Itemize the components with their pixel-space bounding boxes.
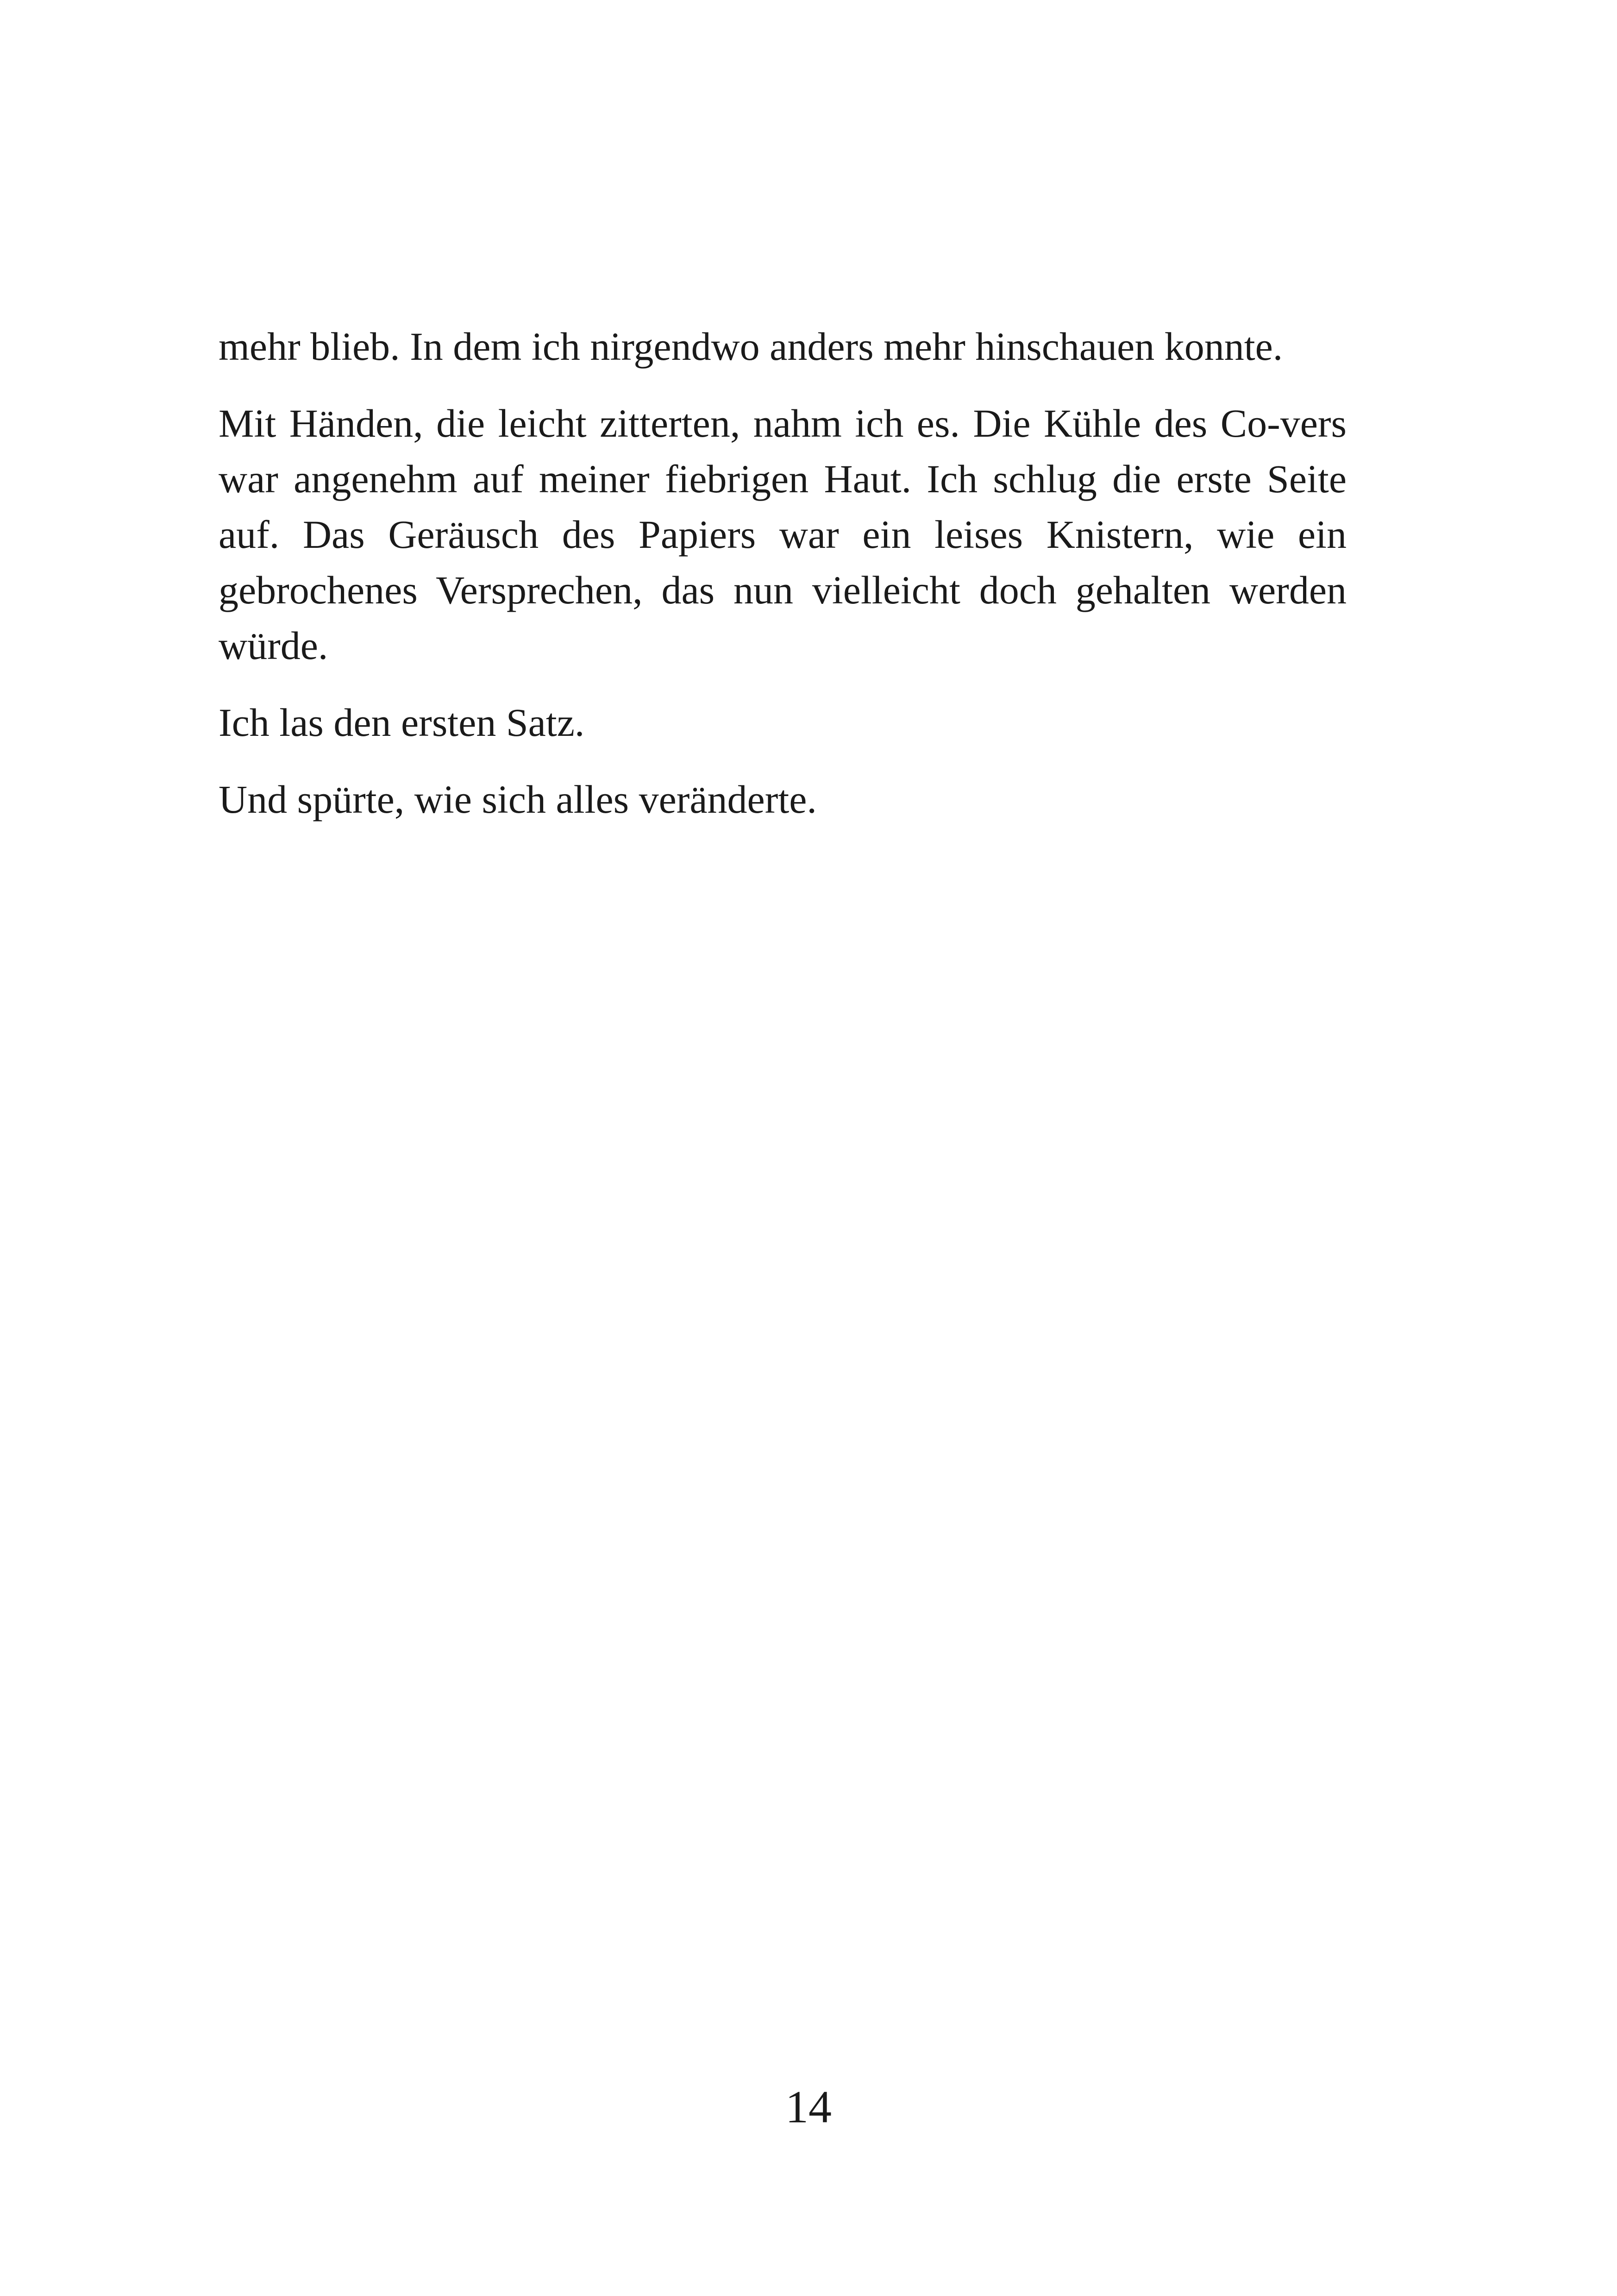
paragraph-4: Und spürte, wie sich alles veränderte. xyxy=(219,777,817,822)
paragraph-2: Mit Händen, die leicht zitterten, nahm ich es. Die Kühle des Co-vers war angenehm auf meiner fiebrigen Haut. Ich schlug die erste Seite auf. Das Geräusch des Papiers war ein leises Knistern, wie ein gebrochenes Versprechen, das nun vielleicht doch gehalten werden würde. xyxy=(219,401,1347,668)
paragraph-1: mehr blieb. In dem ich nirgendwo anders mehr hinschauen konnte. xyxy=(219,324,1283,369)
body-text xyxy=(219,319,1347,848)
page-number: 14 xyxy=(785,2081,832,2133)
paragraph-3: Ich las den ersten Satz. xyxy=(219,700,585,745)
